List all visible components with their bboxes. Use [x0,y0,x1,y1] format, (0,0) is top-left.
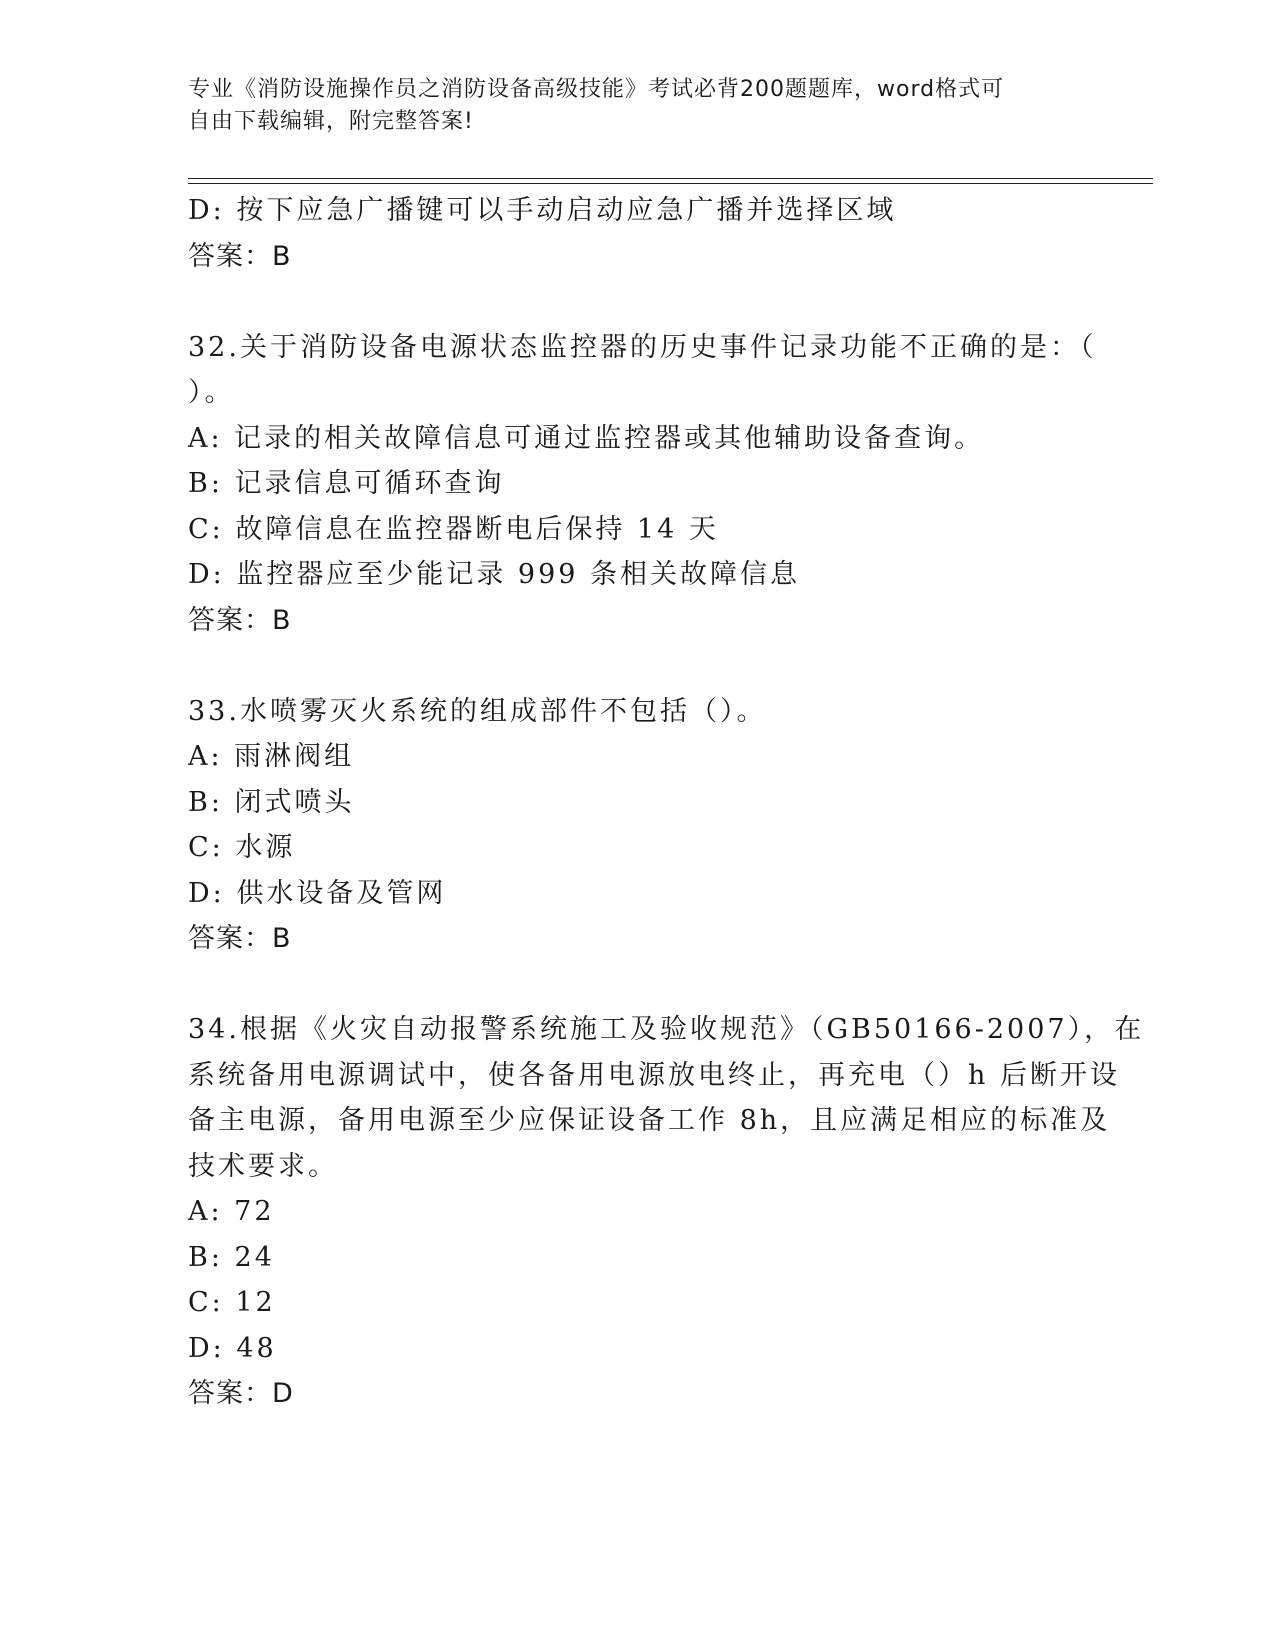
option-d: D: 供水设备及管网 [188,877,447,909]
question-stem-continued: 备主电源，备用电源至少应保证设备工作 8h，且应满足相应的标准及 [188,1105,1111,1136]
question-32 [188,325,1097,644]
question-stem-continued: 系统备用电源调试中，使各备用电源放电终止，再充电（）h 后断开设 [188,1059,1120,1091]
option-d: D: 监控器应至少能记录 999 条相关故障信息 [188,559,801,590]
header-line-1: 专业《消防设施操作员之消防设备高级技能》考试必背200题题库，word格式可 [188,77,1005,102]
spacer [188,962,1088,1007]
option-c: C: 水源 [188,832,296,863]
option-a: A: 雨淋阀组 [188,741,355,772]
option-b: B: 闭式喷头 [188,786,355,818]
option-c: C: 故障信息在监控器断电后保持 14 天 [188,513,719,545]
question-stem-continued: 技术要求。 [188,1150,338,1182]
answer-line: 答案：B [188,604,292,636]
question-34 [188,1007,1145,1417]
option-d: D: 48 [188,1332,277,1364]
option-a: A: 72 [188,1196,275,1227]
answer-line: 答案：D [188,1378,294,1409]
question-31-tail [188,188,1088,280]
question-stem: 34.根据《火灾自动报警系统施工及验收规范》（GB50166-2007），在 [188,1014,1145,1045]
answer-line: 答案：B [188,923,292,954]
option-c: C: 12 [188,1287,276,1318]
question-stem: 32.关于消防设备电源状态监控器的历史事件记录功能不正确的是：（ [188,331,1097,363]
question-content [188,188,1145,1417]
spacer [188,280,1088,325]
header-line-2: 自由下载编辑，附完整答案! [188,109,474,134]
answer-line: 答案：B [188,240,292,272]
option-b: B: 24 [188,1241,275,1273]
document-header [188,74,1068,138]
question-stem: 33.水喷雾灭火系统的组成部件不包括（）。 [188,695,767,727]
question-stem-continued: ）。 [188,377,235,408]
option-d: D: 按下应急广播键可以手动启动应急广播并选择区域 [188,195,897,226]
header-double-rule [188,178,1153,184]
spacer [188,644,1088,689]
question-33 [188,689,1088,963]
option-a: A: 记录的相关故障信息可通过监控器或其他辅助设备查询。 [188,422,985,454]
option-b: B: 记录信息可循环查询 [188,468,505,499]
